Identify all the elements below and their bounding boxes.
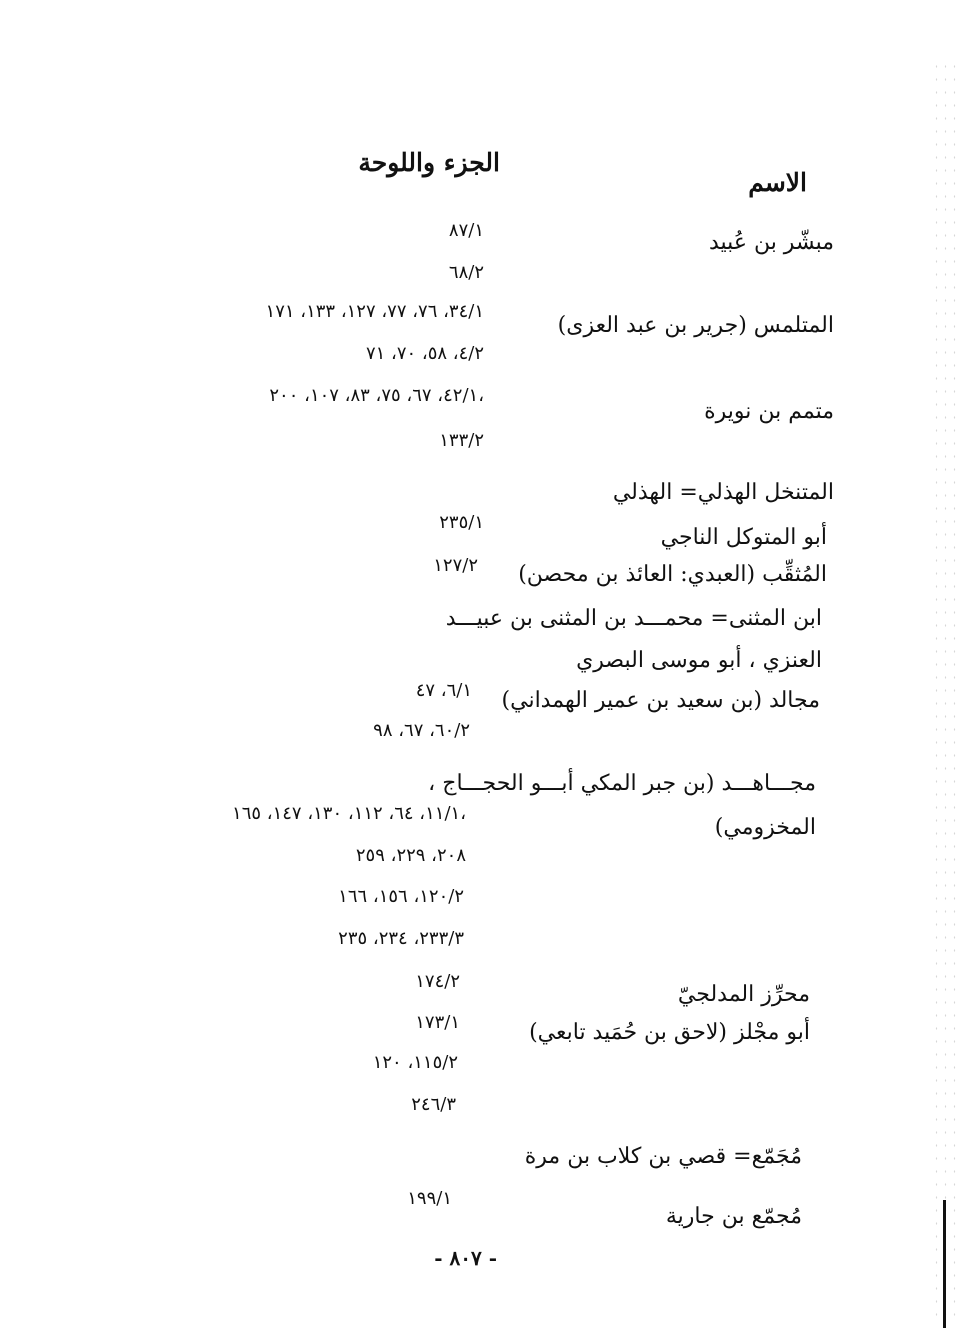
index-refs: ٨٧/١ xyxy=(448,220,484,241)
index-name: مبشّر بن عُبيد xyxy=(709,230,834,255)
index-refs: ١٧٣/١ xyxy=(415,1012,460,1033)
index-refs: ١٣٣/٢ xyxy=(439,430,484,451)
index-name: مجـــاهـــد (بن جبر المكي أبـــو الحجـــاج ، xyxy=(428,771,816,796)
index-refs: ٦٨/٢ xyxy=(448,262,484,283)
index-refs: ٦/١، ٤٧ xyxy=(415,680,472,701)
index-refs: ٤/٢، ٥٨، ٧٠، ٧١ xyxy=(365,343,484,364)
index-name: العنزي ، أبو موسى البصري xyxy=(576,648,822,673)
index-name: المخزومي) xyxy=(714,815,816,840)
scan-speckle xyxy=(932,60,962,1320)
index-name: متمم بن نويرة xyxy=(704,399,834,424)
page-number: - ٨٠٧ - xyxy=(434,1246,497,1270)
index-refs: ١٩٩/١ xyxy=(407,1188,452,1209)
index-name: المتلمس (جرير بن عبد العزى) xyxy=(557,313,834,338)
index-refs: ٢٤٦/٣ xyxy=(411,1094,456,1115)
column-header-name: الاسم xyxy=(748,168,807,197)
index-refs: ٣٤/١، ٧٦، ٧٧، ١٢٧، ١٣٣، ١٧١ xyxy=(265,301,484,322)
index-name: مُجَمّع= قصي بن كلاب بن مرة xyxy=(524,1144,802,1169)
index-name: ابن المثنى= محمـــد بن المثنى بن عبيـــد xyxy=(445,606,822,631)
index-refs: ٢٣٣/٣، ٢٣٤، ٢٣٥ xyxy=(338,928,464,949)
index-refs: ٢٣٥/١ xyxy=(439,512,484,533)
index-refs: ١١٥/٢، ١٢٠ xyxy=(372,1052,458,1073)
index-name: المُثقِّب (العبدي: العائذ بن محصن) xyxy=(518,562,827,587)
binding-edge-line xyxy=(943,1200,946,1328)
index-name: المتنخل الهذلي= الهذلي xyxy=(612,480,834,505)
index-name: محرِّز المدلجيّ xyxy=(677,982,810,1007)
index-refs: ١٧٤/٢ xyxy=(415,971,460,992)
index-refs: ١٢٠/٢، ١٥٦، ١٦٦ xyxy=(338,886,464,907)
index-refs: ٦٠/٢، ٦٧، ٩٨ xyxy=(373,720,470,741)
index-refs: ٤٢/١، ٦٧، ٧٥، ٨٣، ١٠٧، ٢٠٠، xyxy=(269,385,484,406)
index-refs: ١١/١، ٦٤، ١١٢، ١٣٠، ١٤٧، ١٦٥، xyxy=(232,803,466,824)
column-header-refs: الجزء واللوحة xyxy=(358,148,500,177)
index-name: أبو المتوكل الناجي xyxy=(660,525,827,550)
index-name: مجالد (بن سعيد بن عمير الهمداني) xyxy=(501,688,820,713)
index-name: مُجمّع بن جارية xyxy=(665,1204,802,1229)
index-name: أبو مجْلز (لاحق بن حُمَيد تابعي) xyxy=(529,1020,810,1045)
index-refs: ٢٠٨، ٢٢٩، ٢٥٩ xyxy=(355,845,466,866)
index-refs: ١٢٧/٢ xyxy=(433,555,478,576)
